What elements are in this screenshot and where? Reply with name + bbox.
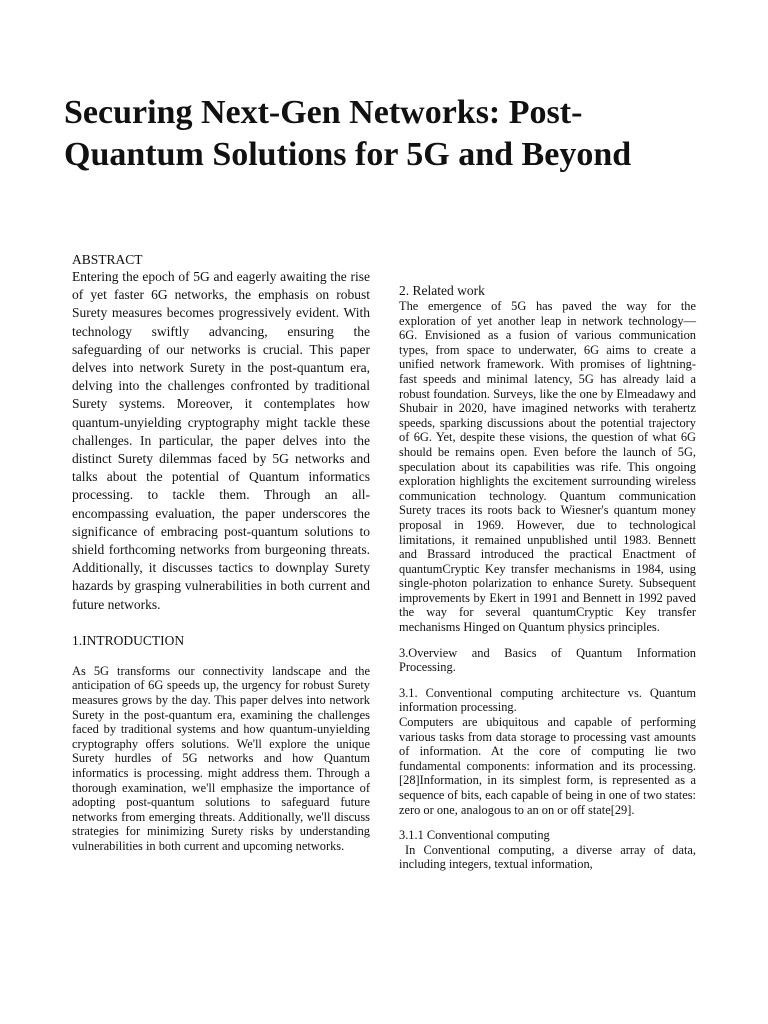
related-work-text: The emergence of 5G has paved the way for the exploration of yet another leap in network technology—6G. Envisioned as a fusion of various communication types, from space to underwater, 6G aims to create a unified network framework. With promises of lightning-fast speeds and minimal latency, 5G has already laid a robust foundation. Surveys, like the one by Elmeadawy and Shubair in 2020, have imagined networks with terahertz speeds, sparking discussions about the potential trajectory of 6G. Yet, despite these visions, the question of what 6G should be remains open. Even before the launch of 5G, speculation about its capabilities was rife. This ongoing exploration highlights the excitement surrounding wireless communication technology. Quantum communication Surety traces its roots back to Wiesner's quantum money proposal in 1969. However, due to technological limitations, it remained unpublished until 1983. Bennett and Brassard introduced the practical Enactment of quantumCryptic Key transfer mechanisms in 1984, using single-photon polarization to enhance Surety. Subsequent improvements by Ekert in 1991 and Bennett in 1992 paved the way for several quantumCryptic Key transfer mechanisms Hinged on Quantum physics principles. <box>399 299 696 635</box>
section-3-heading: 3.Overview and Basics of Quantum Information Processing. <box>399 645 696 675</box>
right-column <box>399 283 696 872</box>
section-3-1-text: Computers are ubiquitous and capable of performing various tasks from data storage to processing vast amounts of information. At the core of computing lie two fundamental components: information and its processing. [28]Information, in its simplest form, is represented as a sequence of bits, each capable of being in one of two states: zero or one, analogous to an on or off state[29]. <box>399 715 696 817</box>
abstract-heading: ABSTRACT <box>72 252 143 267</box>
related-work-heading: 2. Related work <box>399 283 485 298</box>
section-3-1-heading: 3.1. Conventional computing architecture vs. Quantum information processing. <box>399 685 696 715</box>
introduction-text: As 5G transforms our connectivity landscape and the anticipation of 6G speeds up, the urgency for robust Surety measures grows by the day. This paper delves into network Surety in the post-quantum era, examining the challenges faced by traditional systems and how quantum-unyielding cryptography offers solutions. We'll explore the unique Surety hurdles of 5G networks and how Quantum informatics is processing. might address them. Through a thorough examination, we'll emphasize the importance of adopting post-quantum solutions to safeguard future networks from emerging threats. Additionally, we'll discuss strategies for minimizing Surety risks by understanding vulnerabilities in both current and upcoming networks. <box>72 663 370 853</box>
introduction-heading: 1.INTRODUCTION <box>72 632 185 648</box>
left-column <box>72 252 370 854</box>
paper-title: Securing Next-Gen Networks: Post-Quantum Solutions for 5G and Beyond <box>64 94 632 173</box>
section-3-1-1-text: In Conventional computing, a diverse array of data, including integers, textual information, <box>399 842 696 872</box>
abstract-text: Entering the epoch of 5G and eagerly awaiting the rise of yet faster 6G networks, the emphasis on robust Surety measures becomes progressively evident. With technology swiftly advancing, ensuring the safeguarding of our networks is crucial. This paper delves into network Surety in the post-quantum era, delving into the challenges confronted by traditional Surety systems. Moreover, it contemplates how quantum-unyielding cryptography might tackle these challenges. In particular, the paper delves into the distinct Surety dilemmas faced by 5G networks and talks about the potential of Quantum informatics processing. to tackle them. Through an all-encompassing evaluation, the paper underscores the significance of embracing post-quantum solutions to shield forthcoming networks from burgeoning threats. Additionally, it discusses tactics to downplay Surety hazards by grasping vulnerabilities in both current and future networks. <box>72 269 370 612</box>
section-3-1-1-heading: 3.1.1 Conventional computing <box>399 828 550 843</box>
